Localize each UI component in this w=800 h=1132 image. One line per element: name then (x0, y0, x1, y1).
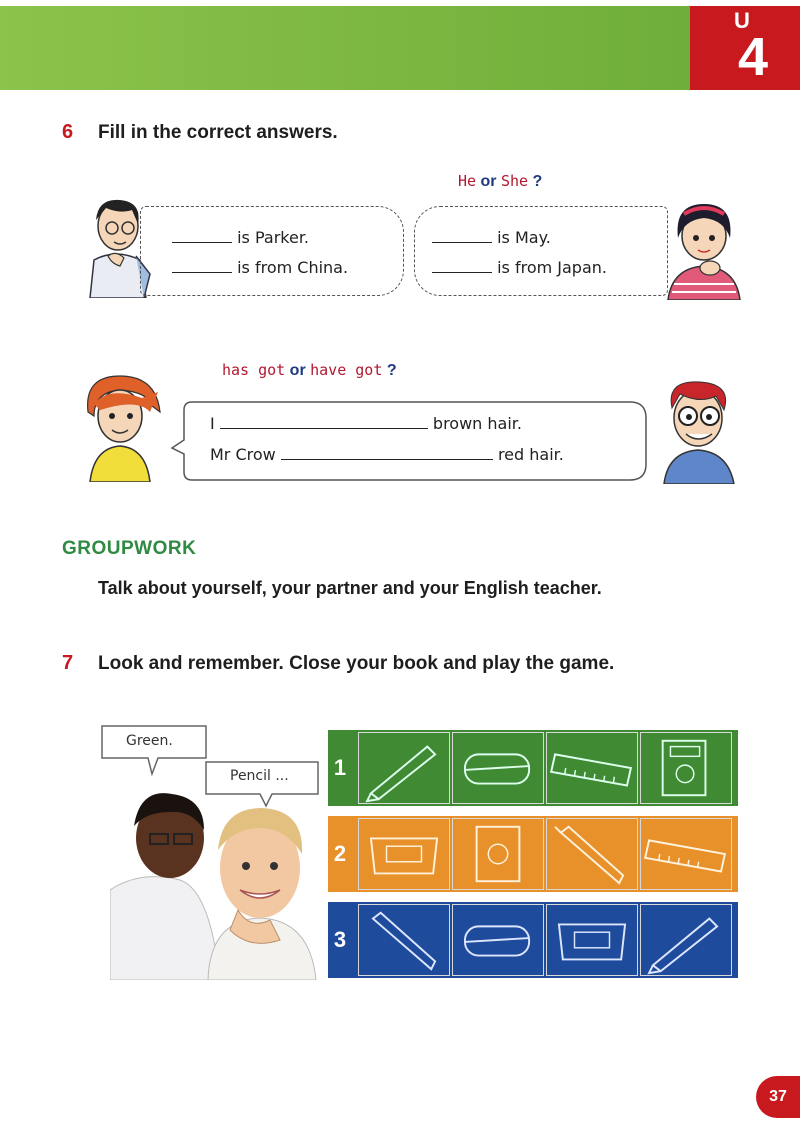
answer-blank[interactable] (281, 445, 493, 460)
choice-have-got: have got (310, 361, 383, 379)
pencil-icon[interactable] (640, 904, 732, 976)
left-line-1 (172, 228, 309, 247)
answer-blank[interactable] (172, 258, 232, 273)
speech-bubble (170, 398, 650, 484)
grid-row-1 (328, 730, 738, 806)
memory-game-grid (328, 730, 738, 980)
pen-icon[interactable] (358, 904, 450, 976)
answer-blank[interactable] (172, 228, 232, 243)
parker-sentence-box (140, 206, 404, 296)
bubble-green-text: Green. (126, 733, 173, 749)
rubber-icon[interactable] (452, 904, 544, 976)
right-line-1 (432, 228, 551, 247)
right-line-1-text: is May. (497, 228, 551, 247)
choice-or: or (480, 173, 497, 190)
speech-line-1 (210, 414, 522, 433)
answer-blank[interactable] (220, 414, 428, 429)
choice-she: She (500, 172, 529, 190)
ruler-icon[interactable] (546, 732, 638, 804)
exercise-7-number: 7 (62, 652, 74, 674)
choice-has-got: has got (222, 361, 286, 379)
left-line-1-text: is Parker. (237, 228, 310, 247)
answer-blank[interactable] (432, 228, 492, 243)
book-icon[interactable] (452, 818, 544, 890)
exercise-7-title: Look and remember. Close your book and play the game. (98, 653, 615, 674)
row-3-label: 3 (333, 927, 347, 952)
row-1-label: 1 (333, 755, 347, 780)
exercise-6-number: 6 (62, 121, 74, 143)
speech-line-2-end: red hair. (497, 445, 564, 464)
speech-line-2 (210, 445, 564, 464)
rubber-icon[interactable] (452, 732, 544, 804)
may-sentence-box (414, 206, 668, 296)
groupwork-text: Talk about yourself, your partner and your English teacher. (98, 578, 602, 598)
row-2-label: 2 (333, 841, 347, 866)
question-mark: ? (532, 173, 543, 190)
ruler-icon[interactable] (640, 818, 732, 890)
grid-row-2 (328, 816, 738, 892)
right-line-2 (432, 258, 607, 277)
exercise-6-title: Fill in the correct answers. (98, 122, 338, 143)
unit-label: U (734, 8, 750, 33)
pen-icon[interactable] (546, 818, 638, 890)
pencil-icon[interactable] (358, 732, 450, 804)
may-illustration (662, 196, 746, 300)
pencil-case-icon[interactable] (546, 904, 638, 976)
left-line-2 (172, 258, 348, 277)
choice-he: He (458, 172, 477, 190)
has-or-have-prompt (222, 361, 397, 380)
right-line-2-text: is from Japan. (497, 258, 607, 277)
left-line-2-text: is from China. (237, 258, 349, 277)
grid-row-3 (328, 902, 738, 978)
boy-illustration (656, 378, 742, 484)
bubble-pencil-text: Pencil ... (230, 768, 289, 784)
unit-number: 4 (738, 27, 769, 87)
children-photo (110, 780, 320, 980)
pencil-case-icon[interactable] (358, 818, 450, 890)
speech-line-2-start: Mr Crow (210, 445, 276, 464)
he-or-she-prompt (458, 172, 542, 191)
book-icon[interactable] (640, 732, 732, 804)
groupwork-title: GROUPWORK (62, 538, 197, 559)
choice-or: or (289, 362, 306, 379)
speech-line-1-start: I (210, 414, 215, 433)
speech-bubble-green (98, 722, 212, 778)
speech-line-1-end: brown hair. (432, 414, 522, 433)
unit-tab (690, 6, 800, 90)
page-number: 37 (756, 1076, 800, 1118)
header-bar (0, 6, 690, 90)
question-mark: ? (386, 362, 397, 379)
girl-illustration (78, 372, 164, 482)
answer-blank[interactable] (432, 258, 492, 273)
